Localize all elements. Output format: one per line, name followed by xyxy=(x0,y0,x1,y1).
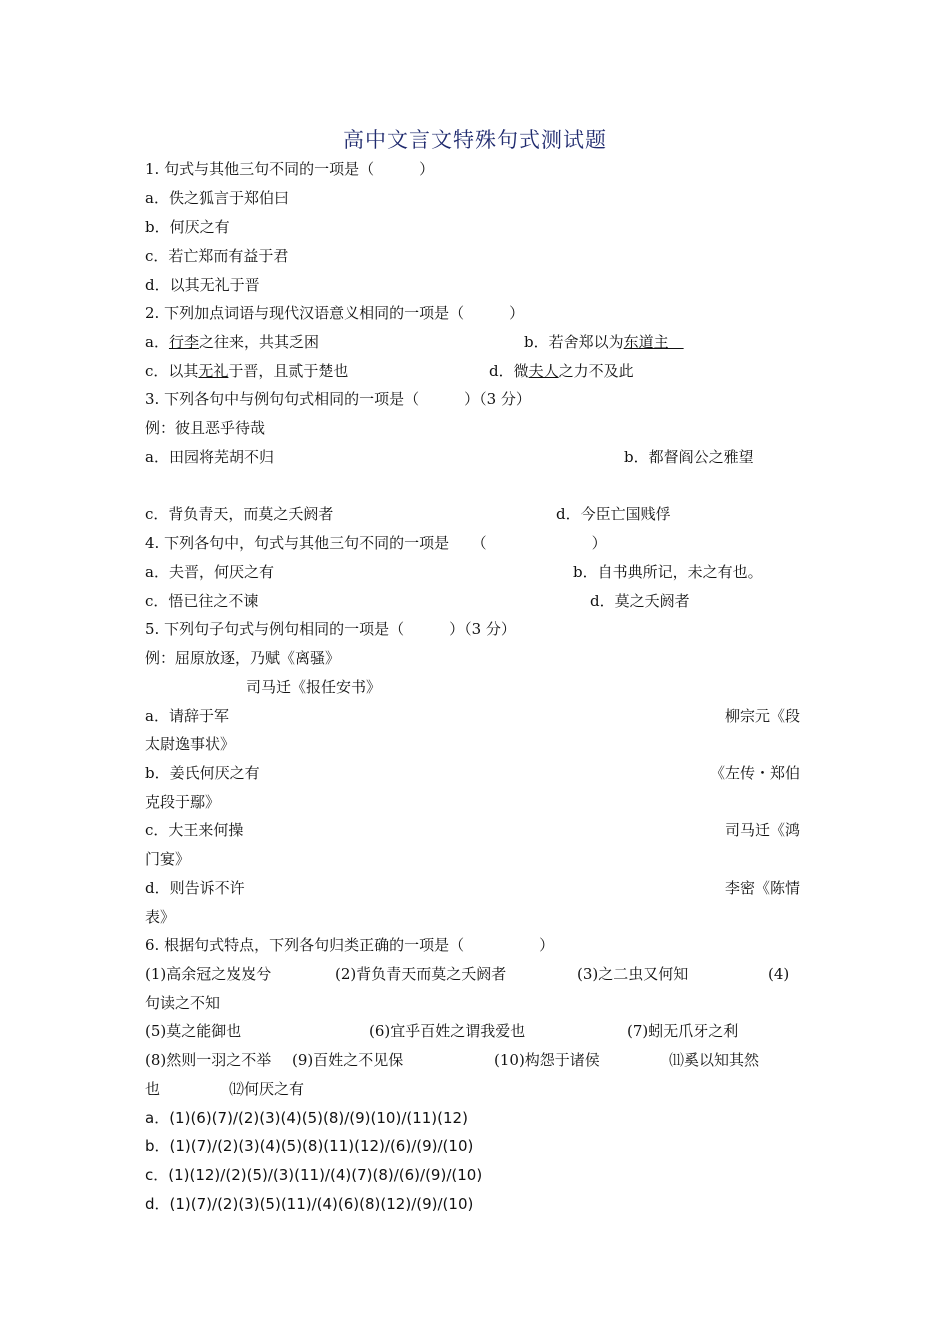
q2-d-rest: 之力不及此 xyxy=(558,362,634,380)
q6-item-4-text: 句读之不知 xyxy=(145,994,221,1012)
q6-item-12: ⑿何厌之有 xyxy=(229,1080,305,1098)
q6-item-5: (5)莫之能御也 xyxy=(145,1022,242,1040)
q6-option-d: d．(1)(7)/(2)(3)(5)(11)/(4)(6)(8)(12)/(9)/(10) xyxy=(145,1195,474,1213)
page-title: 高中文言文特殊句式测试题 xyxy=(343,128,607,152)
q4-option-a: a．夫晋，何厌之有 xyxy=(145,563,274,581)
q6-item-8: (8)然则一羽之不举 xyxy=(145,1051,272,1069)
q6-item-11-continued: 也 xyxy=(145,1080,161,1098)
q3-option-a: a．田园将芜胡不归 xyxy=(145,448,274,466)
q4-option-d: d．莫之夭阏者 xyxy=(590,592,690,610)
q3-option-d: d．今臣亡国贱俘 xyxy=(556,505,671,523)
q2-b-prefix: b．若舍郑以为 xyxy=(524,333,624,351)
q2-a-prefix: a． xyxy=(145,333,169,351)
q5-option-d-source-1: 李密《陈情 xyxy=(724,879,800,897)
q6-stem: 6. 根据句式特点，下列各句归类正确的一项是（ ） xyxy=(145,936,555,954)
q2-option-a xyxy=(145,332,319,352)
q3-stem: 3. 下列各句中与例句句式相同的一项是（ ）（3 分） xyxy=(145,390,531,408)
q5-option-d-source-2: 表》 xyxy=(145,908,176,926)
q2-stem: 2. 下列加点词语与现代汉语意义相同的一项是（ ） xyxy=(145,304,525,322)
q5-option-c: c．大王来何操 xyxy=(145,821,244,839)
q2-a-rest: 之往来，共其乏困 xyxy=(198,333,319,351)
q5-option-a: a．请辞于军 xyxy=(145,707,229,725)
q1-option-b: b．何厌之有 xyxy=(145,218,230,236)
q6-item-2: (2)背负青天而莫之夭阏者 xyxy=(335,965,507,983)
q6-option-b: b．(1)(7)/(2)(3)(4)(5)(8)(11)(12)/(6)/(9)/(10) xyxy=(145,1137,474,1155)
q1-option-d: d．以其无礼于晋 xyxy=(145,276,260,294)
q6-item-7: (7)蚓无爪牙之利 xyxy=(627,1022,739,1040)
q6-item-10: (10)构怨于诸侯 xyxy=(494,1051,600,1069)
q5-option-c-source-2: 门宴》 xyxy=(145,850,191,868)
q2-option-b xyxy=(524,332,684,352)
q5-option-c-source-1: 司马迁《鸿 xyxy=(724,821,800,839)
q4-option-b: b．自书典所记，未之有也。 xyxy=(573,563,763,581)
q5-option-a-source-1: 柳宗元《段 xyxy=(724,707,800,725)
q6-option-c: c．(1)(12)/(2)(5)/(3)(11)/(4)(7)(8)/(6)/(9)/(10) xyxy=(145,1166,483,1184)
q1-stem: 1. 句式与其他三句不同的一项是（ ） xyxy=(145,160,435,178)
q2-a-underlined-word: 行李 xyxy=(168,333,199,351)
q4-option-c: c．悟已往之不谏 xyxy=(145,592,259,610)
q5-option-b-source-1: 《左传・郑伯 xyxy=(709,764,800,782)
q6-item-4-number: (4) xyxy=(768,965,790,983)
q5-example-source: 司马迁《报任安书》 xyxy=(246,678,382,696)
q2-c-rest: 于晋，且贰于楚也 xyxy=(228,362,349,380)
q6-item-11: ⑾奚以知其然 xyxy=(669,1051,760,1069)
q3-option-c: c．背负青天，而莫之夭阏者 xyxy=(145,505,334,523)
q6-item-1: (1)高余冠之岌岌兮 xyxy=(145,965,272,983)
q6-item-3: (3)之二虫又何知 xyxy=(577,965,689,983)
q2-d-prefix: d．微 xyxy=(489,362,529,380)
q3-example: 例：彼且恶乎待哉 xyxy=(145,419,266,437)
q5-stem: 5. 下列句子句式与例句相同的一项是（ ）（3 分） xyxy=(145,620,516,638)
q2-option-d xyxy=(489,361,634,381)
q3-option-b: b．都督阎公之雅望 xyxy=(624,448,754,466)
q2-c-prefix: c．以其 xyxy=(145,362,199,380)
q2-d-underlined-word: 夫人 xyxy=(528,362,559,380)
q5-example: 例：屈原放逐，乃赋《离骚》 xyxy=(145,649,341,667)
q6-option-a: a．(1)(6)(7)/(2)(3)(4)(5)(8)/(9)(10)/(11)(12) xyxy=(145,1109,468,1127)
q1-option-a: a．佚之狐言于郑伯曰 xyxy=(145,189,289,207)
q2-b-underlined-word: 东道主 xyxy=(623,333,684,351)
q5-option-b-source-2: 克段于鄢》 xyxy=(145,793,221,811)
q2-c-underlined-word: 无礼 xyxy=(198,362,229,380)
q6-item-9: (9)百姓之不见保 xyxy=(292,1051,404,1069)
q4-stem: 4. 下列各句中，句式与其他三句不同的一项是 （ ） xyxy=(145,534,607,552)
q5-option-d: d．则告诉不许 xyxy=(145,879,245,897)
q1-option-c: c．若亡郑而有益于君 xyxy=(145,247,289,265)
q5-option-a-source-2: 太尉逸事状》 xyxy=(145,735,236,753)
q5-option-b: b．姜氏何厌之有 xyxy=(145,764,260,782)
q2-option-c xyxy=(145,361,348,381)
q6-item-6: (6)宜乎百姓之谓我爱也 xyxy=(369,1022,526,1040)
